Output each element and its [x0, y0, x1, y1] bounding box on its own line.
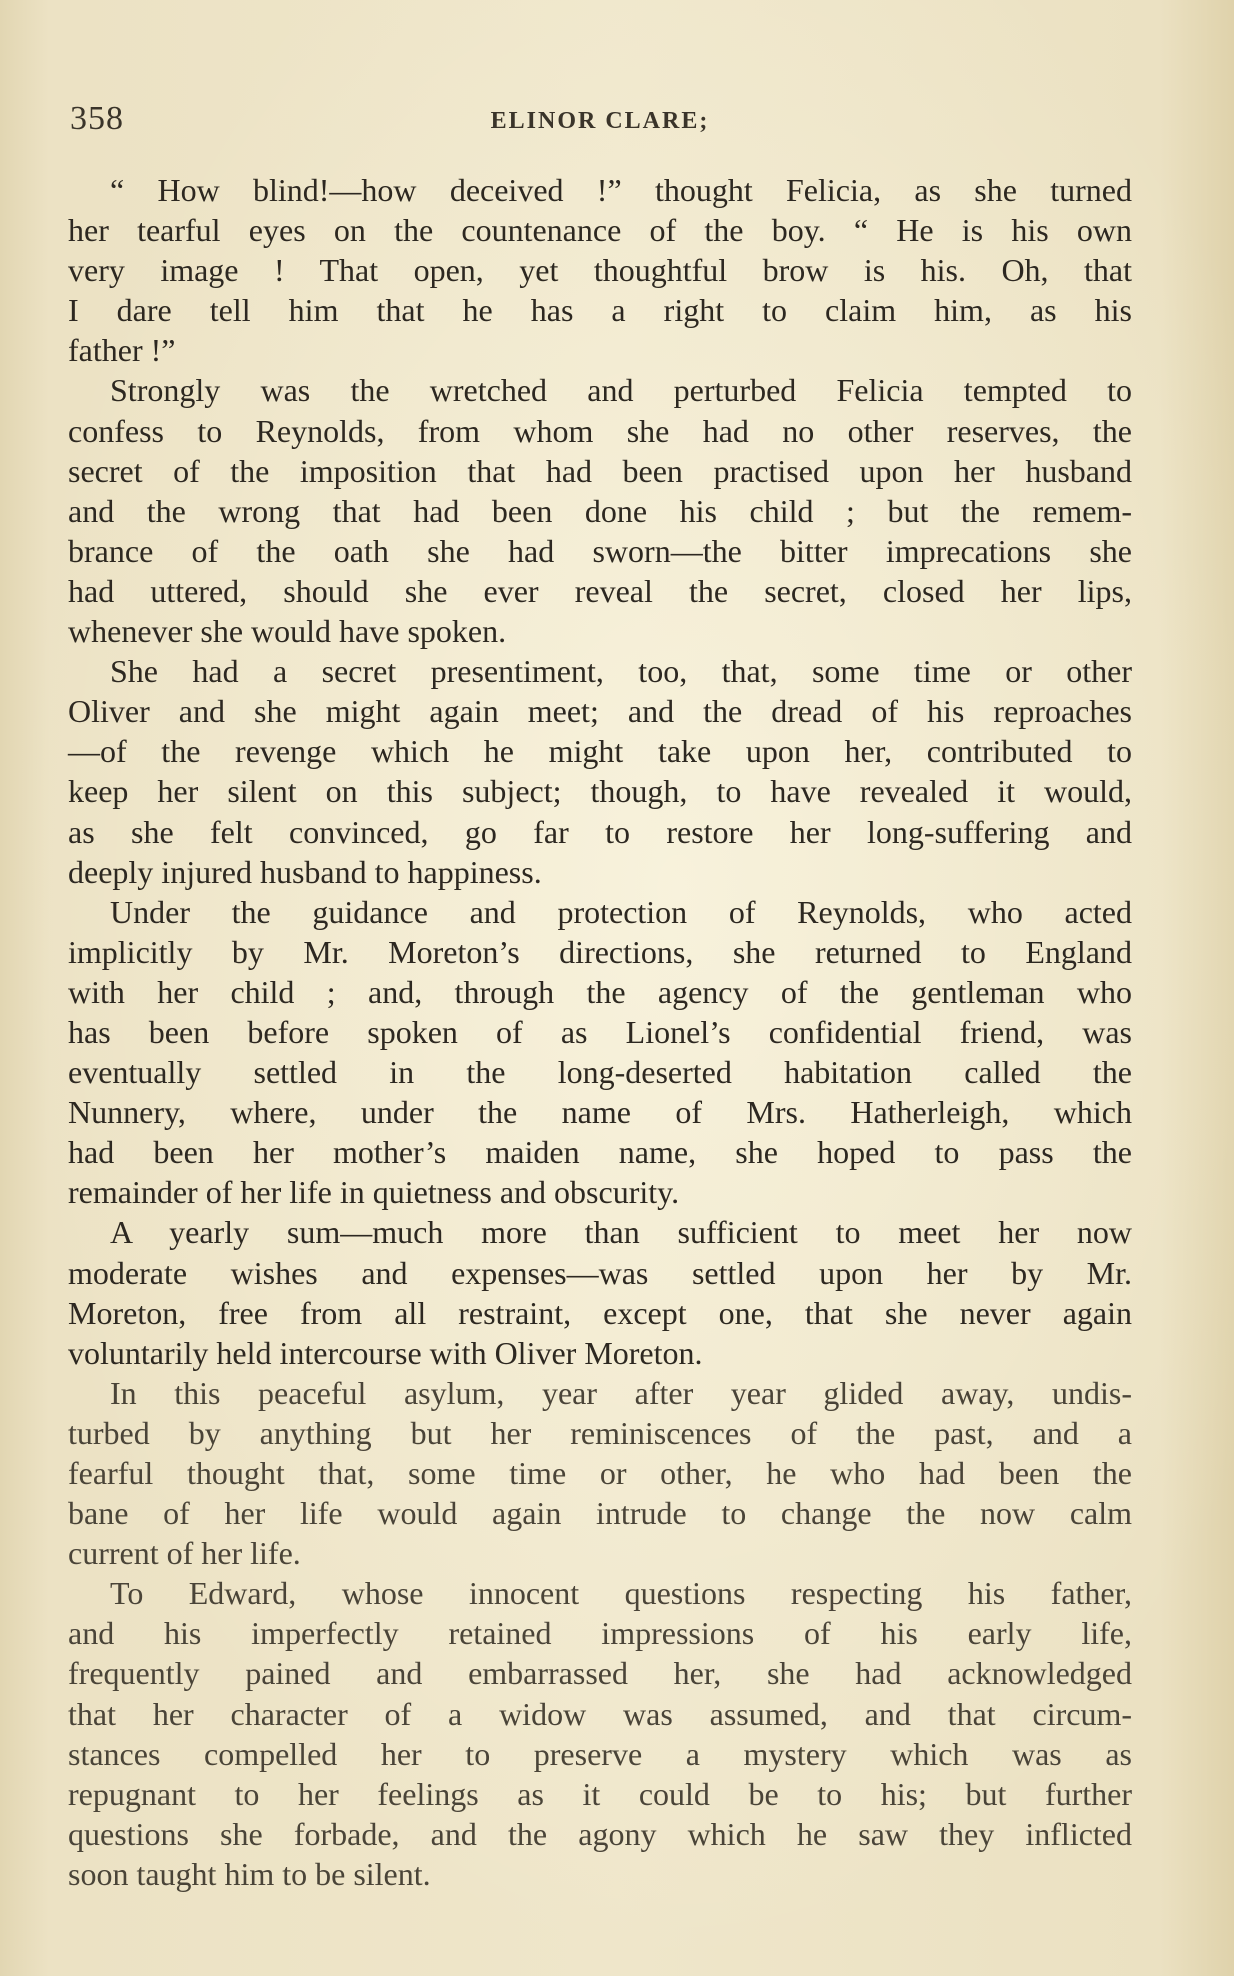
text-line: “ How blind!—how deceived !” thought Felicia, as she turned: [110, 172, 1132, 208]
text-line: had uttered, should she ever reveal the secret, closed her lips,: [68, 572, 1132, 609]
text-line: turbed by anything but her reminiscences of the past, and a: [68, 1414, 1132, 1451]
text-line: current of her life.: [68, 1535, 301, 1572]
text-line: In this peaceful asylum, year after year glided away, undis-: [110, 1374, 1132, 1411]
text-line: A yearly sum—much more than sufficient to meet her now: [110, 1214, 1132, 1251]
text-line: and the wrong that had been done his child ; but the remem-: [68, 492, 1132, 529]
paragraph: [68, 1212, 1132, 1372]
text-line: remainder of her life in quietness and obscurity.: [68, 1174, 680, 1211]
body-text: [68, 170, 1132, 1894]
paragraph: [68, 1373, 1132, 1573]
text-line: whenever she would have spoken.: [68, 613, 507, 650]
text-line: deeply injured husband to happiness.: [68, 853, 542, 890]
text-line: fearful thought that, some time or other, he who had been the: [68, 1455, 1132, 1491]
text-line: had been her mother’s maiden name, she hoped to pass the: [68, 1134, 1132, 1171]
text-line: has been before spoken of as Lionel’s confidential friend, was: [68, 1013, 1132, 1050]
paragraph: [68, 370, 1132, 651]
text-line: Under the guidance and protection of Reynolds, who acted: [110, 893, 1132, 930]
paragraph: [68, 1573, 1132, 1894]
text-line: secret of the imposition that had been practised upon her husband: [68, 452, 1132, 489]
text-line: brance of the oath she had sworn—the bitter imprecations she: [68, 532, 1132, 569]
text-line: voluntarily held intercourse with Oliver Moreton.: [68, 1334, 703, 1371]
text-line: Nunnery, where, under the name of Mrs. Hatherleigh, which: [68, 1094, 1132, 1131]
page-number: 358: [70, 100, 124, 137]
text-line: questions she forbade, and the agony which he saw they inflicted: [68, 1815, 1132, 1852]
text-line: moderate wishes and expenses—was settled upon her by Mr.: [68, 1254, 1132, 1291]
text-line: repugnant to her feelings as it could be to his; but further: [68, 1775, 1132, 1812]
text-line: her tearful eyes on the countenance of the boy. “ He is his own: [68, 212, 1132, 249]
text-line: stances compelled her to preserve a mystery which was as: [68, 1735, 1132, 1772]
text-line: implicitly by Mr. Moreton’s directions, she returned to England: [68, 933, 1132, 970]
text-line: father !”: [68, 332, 176, 369]
text-line: eventually settled in the long-deserted habitation called the: [68, 1054, 1132, 1091]
running-title: ELINOR CLARE;: [490, 108, 710, 134]
paragraph: [68, 651, 1132, 892]
text-line: very image ! That open, yet thoughtful brow is his. Oh, that: [68, 252, 1132, 289]
paragraph: [68, 892, 1132, 1213]
text-line: with her child ; and, through the agency of the gentleman who: [68, 973, 1132, 1010]
text-line: keep her silent on this subject; though, to have revealed it would,: [68, 773, 1132, 810]
text-line: Oliver and she might again meet; and the dread of his reproaches: [68, 693, 1132, 730]
text-line: She had a secret presentiment, too, that, some time or other: [110, 653, 1132, 690]
text-line: I dare tell him that he has a right to claim him, as his: [68, 292, 1132, 329]
text-line: —of the revenge which he might take upon her, contributed to: [68, 733, 1132, 770]
text-line: bane of her life would again intrude to change the now calm: [68, 1495, 1132, 1532]
text-line: Moreton, free from all restraint, except one, that she never again: [68, 1294, 1132, 1331]
text-line: that her character of a widow was assumed, and that circum-: [68, 1695, 1132, 1732]
running-head: [70, 100, 1130, 144]
text-line: and his imperfectly retained impressions of his early life,: [68, 1615, 1132, 1652]
paragraph: [68, 170, 1132, 370]
text-line: To Edward, whose innocent questions respecting his father,: [110, 1575, 1132, 1612]
text-line: confess to Reynolds, from whom she had no other reserves, the: [68, 412, 1132, 449]
text-line: as she felt convinced, go far to restore her long-suffering and: [68, 813, 1132, 850]
text-line: Strongly was the wretched and perturbed Felicia tempted to: [110, 372, 1132, 409]
text-line: soon taught him to be silent.: [68, 1855, 431, 1892]
text-line: frequently pained and embarrassed her, she had acknowledged: [68, 1655, 1132, 1692]
